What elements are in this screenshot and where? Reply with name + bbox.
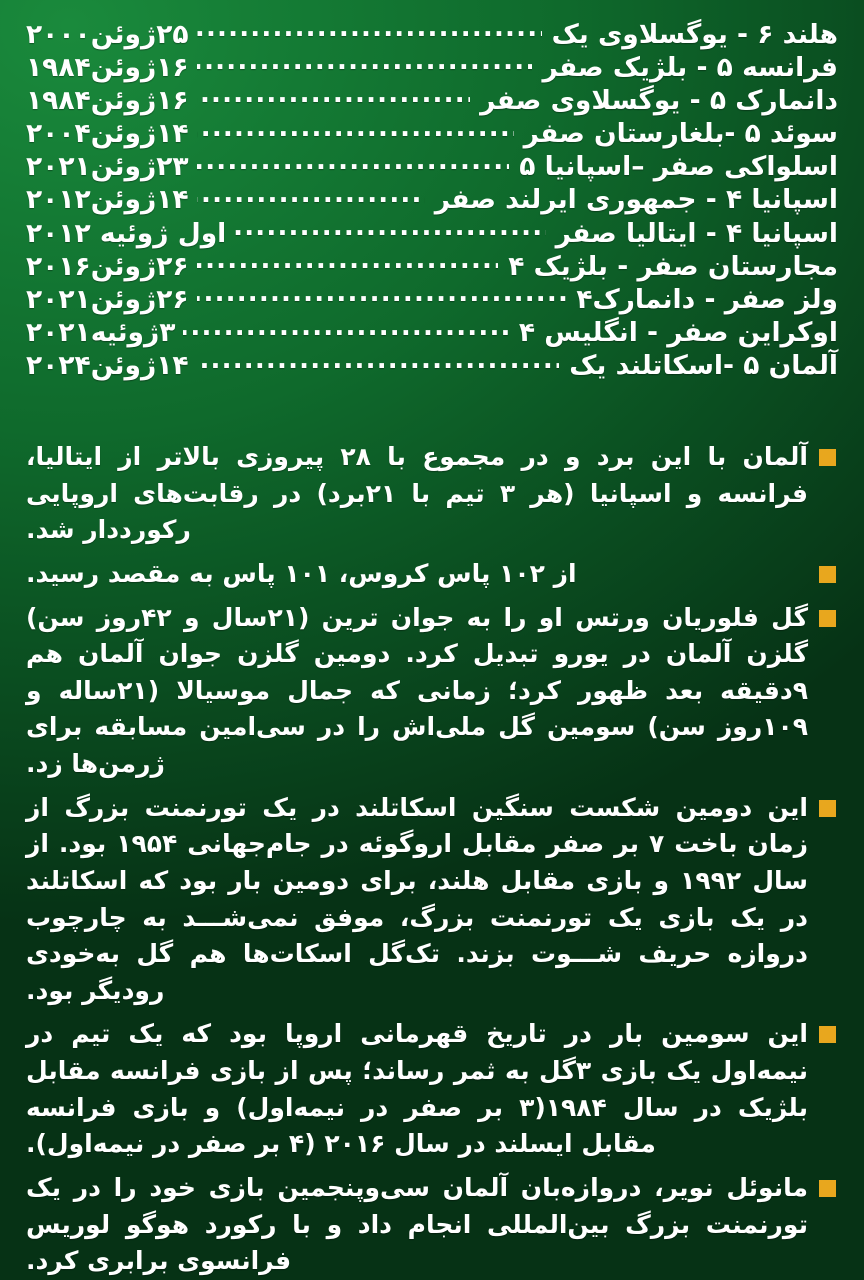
match-result: اسپانیا ۴ - جمهوری ایرلند صفر [434, 184, 838, 216]
match-date: ۳ژوئیه۲۰۲۱ [26, 317, 176, 349]
match-date: اول ژوئیه ۲۰۱۲ [26, 217, 227, 249]
match-result: فرانسه ۵ - بلژیک صفر [542, 51, 838, 83]
note-text: از ۱۰۲ پاس کروس، ۱۰۱ پاس به مقصد رسید. [26, 558, 577, 588]
table-row [26, 16, 838, 49]
match-result: اسپانیا ۴ - ایتالیا صفر [555, 217, 838, 249]
match-result: هلند ۶ - یوگسلاوی یک [551, 18, 838, 50]
match-result: اسلواکی صفر –اسپانیا ۵ [519, 151, 838, 183]
table-row [26, 82, 838, 115]
match-date: ۱۴ژوئن۲۰۲۴ [26, 350, 189, 382]
match-date: ۲۵ژوئن۲۰۰۰ [26, 18, 189, 50]
note-item [26, 556, 838, 593]
table-row [26, 348, 838, 381]
square-bullet-icon [819, 566, 836, 583]
match-date: ۲۶ژوئن۲۰۱۶ [26, 250, 189, 282]
square-bullet-icon [819, 800, 836, 817]
match-result: ولز صفر - دانمارک۴ [576, 284, 838, 315]
dot-leader [197, 49, 533, 76]
table-row [26, 248, 838, 281]
match-date: ۱۶ژوئن۱۹۸۴ [26, 51, 189, 83]
match-result: مجارستان صفر - بلژیک ۴ [508, 250, 838, 282]
note-text: گل فلوریان ورتس او را به جوان ترین (۲۱سال و ۴۲روز سن) گلزن آلمان در یورو تبدیل کرد. دومین گلزن جوان آلمان هم ۹دقیقه بعد ظهور کرد؛ زمانی که جمال موسیالا (۲۱ساله و ۱۰۹روز سن) سومین گل ملی‌اش را در سی‌امین مسابقه برای ژرمن‌ها زد. [26, 602, 809, 779]
table-row [26, 215, 838, 248]
square-bullet-icon [819, 1180, 836, 1197]
match-results-list [26, 16, 838, 381]
table-row [26, 49, 838, 82]
note-text: آلمان با این برد و در مجموع با ۲۸ پیروزی بالاتر از ایتالیا، فرانسه و اسپانیا (هر ۳ تیم با ۲۱برد) در رقابت‌های اروپایی رکورددار شد. [26, 442, 808, 545]
match-date: ۱۴ژوئن۲۰۱۲ [26, 184, 189, 216]
dot-leader [197, 82, 471, 109]
note-item [26, 790, 838, 1010]
note-text: مانوئل نویر، دروازه‌بان آلمان سی‌وپنجمین بازی خود را در یک تورنمنت بزرگ بین‌المللی انجام داد و با رکورد هوگو لوریس فرانسوی برابری کرد. [26, 1172, 808, 1276]
note-text: این دومین شکست سنگین اسکاتلند در یک تورنمنت بزرگ از زمان باخت ۷ بر صفر مقابل اروگوئه در جام‌جهانی ۱۹۵۴ بود. از سال ۱۹۹۲ و بازی مقابل هلند، برای دومین بار بود که اسکاتلند در یک بازی یک تورنمنت بزرگ، موفق نمی‌شـــد به چارچوب دروازه حریف شـــوت بزند. تک‌گل اسکات‌ها هم گل به‌خودی رودیگر بود. [26, 792, 809, 1005]
note-item [26, 1170, 838, 1280]
dot-leader [183, 315, 508, 342]
table-row [26, 315, 838, 348]
square-bullet-icon [819, 610, 836, 627]
match-date: ۱۶ژوئن۱۹۸۴ [26, 84, 189, 116]
dot-leader [197, 282, 567, 309]
square-bullet-icon [819, 449, 836, 466]
match-date: ۲۶ژوئن۲۰۲۱ [26, 284, 189, 315]
table-row [26, 282, 838, 315]
dot-leader [197, 182, 425, 209]
match-date: ۲۳ژوئن۲۰۲۱ [26, 151, 189, 183]
dot-leader [197, 149, 510, 176]
match-result: دانمارک ۵ - یوگسلاوی صفر [480, 84, 838, 116]
dot-leader [197, 116, 514, 143]
dot-leader [197, 16, 542, 43]
dot-leader [234, 215, 545, 242]
note-text: این سومین بار در تاریخ قهرمانی اروپا بود که یک تیم در نیمه‌اول یک بازی ۳گل به ثمر رساند؛ پس از بازی فرانسه مقابل بلژیک در سال ۱۹۸۴(۳ بر صفر در نیمه‌اول) و بازی فرانسه مقابل ایسلند در سال ۲۰۱۶ (۴ بر صفر در نیمه‌اول). [26, 1019, 808, 1159]
dot-leader [197, 348, 560, 375]
notes-section [26, 439, 838, 1280]
note-item [26, 439, 838, 549]
match-result: سوئد ۵ -بلغارستان صفر [523, 118, 838, 150]
note-item [26, 1016, 838, 1163]
match-result: آلمان ۵ -اسکاتلند یک [569, 350, 838, 382]
dot-leader [197, 248, 499, 275]
table-row [26, 182, 838, 215]
table-row [26, 149, 838, 182]
square-bullet-icon [819, 1026, 836, 1043]
table-row [26, 116, 838, 149]
match-result: اوکراین صفر - انگلیس ۴ [518, 317, 838, 349]
match-date: ۱۴ژوئن۲۰۰۴ [26, 118, 189, 150]
note-item [26, 600, 838, 783]
